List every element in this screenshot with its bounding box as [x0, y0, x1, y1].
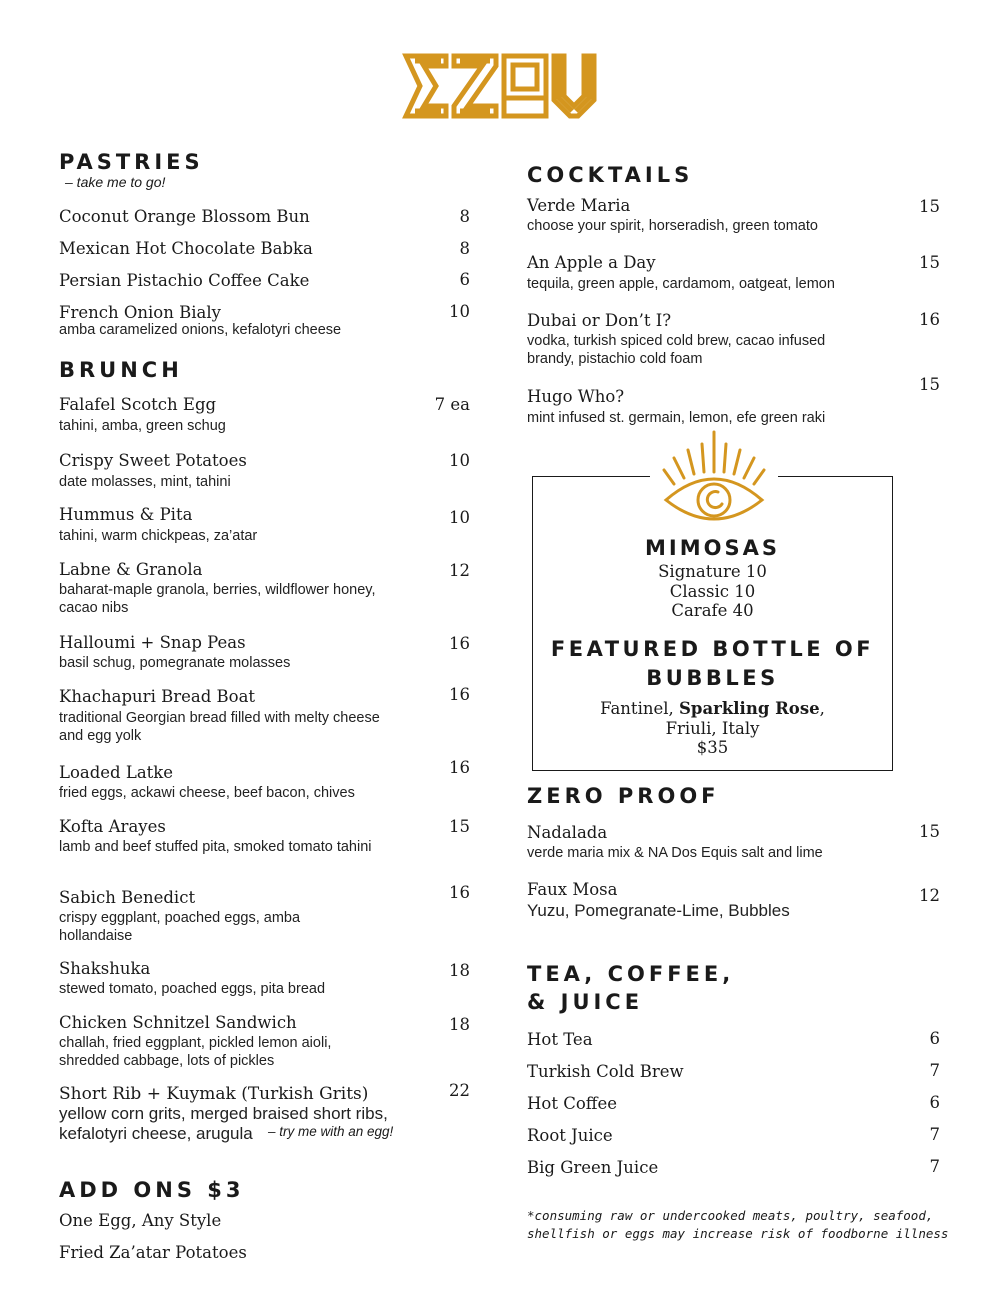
brunch-item-price: 16: [449, 883, 470, 902]
brunch-item-price: 18: [449, 961, 470, 980]
featured-wine-line: [532, 699, 893, 718]
brunch-item-desc: challah, fried eggplant, pickled lemon aioli, shredded cabbage, lots of pickles: [59, 1035, 332, 1069]
drink-item-name: Hot Tea: [527, 1030, 593, 1049]
brunch-item-price: 12: [449, 561, 470, 580]
brunch-item-price: 15: [449, 817, 470, 836]
brunch-item-desc: tahini, warm chickpeas, za’atar: [59, 528, 258, 544]
brunch-item-desc: tahini, amba, green schug: [59, 418, 226, 434]
zero-proof-item-name: Faux Mosa: [527, 880, 618, 899]
cocktail-item-price: 15: [919, 253, 940, 272]
cocktail-item-desc: vodka, turkish spiced cold brew, cacao infused brandy, pistachio cold foam: [527, 333, 826, 367]
brunch-item-price: 16: [449, 685, 470, 704]
pastry-item-name: Mexican Hot Chocolate Babka: [59, 239, 313, 258]
mimosa-option: Carafe 40: [671, 601, 754, 620]
brunch-item-desc: traditional Georgian bread filled with melty cheese and egg yolk: [59, 710, 380, 744]
brunch-item-name: Labne & Granola: [59, 560, 203, 579]
featured-producer: Fantinel,: [600, 699, 674, 718]
cocktail-item-desc: choose your spirit, horseradish, green tomato: [527, 218, 818, 234]
zero-proof-item-desc: Yuzu, Pomegranate-Lime, Bubbles: [527, 901, 790, 920]
drink-item-price: 7: [929, 1061, 940, 1080]
brunch-item-name: Kofta Arayes: [59, 817, 166, 836]
cocktails-heading: COCKTAILS: [527, 163, 694, 187]
brunch-item-price: 22: [449, 1081, 470, 1100]
tea-coffee-juice-heading: TEA, COFFEE,: [527, 962, 735, 986]
brunch-item-desc: kefalotyri cheese, arugula: [59, 1124, 253, 1143]
brunch-item-name: Crispy Sweet Potatoes: [59, 451, 247, 470]
pastries-heading: PASTRIES: [59, 150, 204, 174]
drink-item-price: 6: [929, 1029, 940, 1048]
pastry-item-price: 8: [459, 239, 470, 258]
zero-proof-heading: ZERO PROOF: [527, 784, 720, 808]
food-safety-footnote: shellfish or eggs may increase risk of foodborne illness: [527, 1226, 949, 1241]
brunch-item-name: Sabich Benedict: [59, 888, 196, 907]
brunch-item-desc: lamb and beef stuffed pita, smoked tomato tahini: [59, 839, 372, 855]
featured-price: $35: [696, 738, 729, 757]
brunch-item-desc: date molasses, mint, tahini: [59, 474, 231, 490]
drink-item-price: 7: [929, 1157, 940, 1176]
brunch-item-desc: basil schug, pomegranate molasses: [59, 655, 291, 671]
add-on-item: One Egg, Any Style: [59, 1211, 222, 1230]
brunch-item-name: Falafel Scotch Egg: [59, 395, 217, 414]
brunch-item-price: 16: [449, 634, 470, 653]
brunch-item-name: Halloumi + Snap Peas: [59, 633, 246, 652]
brunch-item-price: 10: [449, 451, 470, 470]
tea-coffee-juice-heading: & JUICE: [527, 990, 644, 1014]
drink-item-name: Root Juice: [527, 1126, 613, 1145]
zero-proof-item-desc: verde maria mix & NA Dos Equis salt and lime: [527, 845, 823, 861]
brunch-item-name: Chicken Schnitzel Sandwich: [59, 1013, 297, 1032]
brunch-item-desc: fried eggs, ackawi cheese, beef bacon, chives: [59, 785, 355, 801]
brunch-item-price: 7 ea: [434, 395, 470, 414]
featured-region: Friuli, Italy: [665, 719, 760, 738]
zero-proof-item-name: Nadalada: [527, 823, 608, 842]
add-ons-heading: ADD ONS $3: [59, 1178, 245, 1202]
drink-item-price: 6: [929, 1093, 940, 1112]
pastry-item-name: Persian Pistachio Coffee Cake: [59, 271, 310, 290]
drink-item-price: 7: [929, 1125, 940, 1144]
zero-proof-item-price: 12: [919, 886, 940, 905]
brunch-item-name: Short Rib + Kuymak (Turkish Grits): [59, 1084, 369, 1104]
cocktail-item-price: 15: [919, 375, 940, 394]
brunch-item-price: 10: [449, 508, 470, 527]
brunch-item-desc: stewed tomato, poached eggs, pita bread: [59, 981, 326, 997]
pastry-item-price: 6: [459, 270, 470, 289]
zero-proof-item-price: 15: [919, 822, 940, 841]
brunch-item-note: – try me with an egg!: [268, 1124, 394, 1139]
drink-item-name: Big Green Juice: [527, 1158, 659, 1177]
cocktail-item-name: An Apple a Day: [527, 253, 656, 272]
mimosa-option: Signature 10: [658, 562, 767, 581]
cocktail-item-name: Dubai or Don’t I?: [527, 311, 672, 330]
pastry-item-name: Coconut Orange Blossom Bun: [59, 207, 310, 226]
pastries-note: – take me to go!: [65, 174, 166, 190]
brunch-item-name: Hummus & Pita: [59, 505, 193, 524]
drink-item-name: Turkish Cold Brew: [527, 1062, 684, 1081]
brunch-item-desc: crispy eggplant, poached eggs, amba hollandaise: [59, 910, 301, 944]
eye-icon: [658, 428, 770, 524]
pastry-item-price: 10: [449, 302, 470, 321]
cocktail-item-desc: mint infused st. germain, lemon, efe green raki: [527, 410, 826, 426]
brunch-item-name: Loaded Latke: [59, 763, 174, 782]
brunch-item-name: Shakshuka: [59, 959, 151, 978]
pastry-item-price: 8: [459, 207, 470, 226]
ezov-logo: [402, 52, 598, 120]
brunch-item-desc: yellow corn grits, merged braised short ribs,: [59, 1104, 388, 1123]
featured-heading: FEATURED BOTTLE OF: [550, 637, 875, 661]
brunch-item-desc: baharat-maple granola, berries, wildflower honey, cacao nibs: [59, 582, 376, 616]
cocktail-item-price: 16: [919, 310, 940, 329]
pastry-item-desc: amba caramelized onions, kefalotyri cheese: [59, 322, 342, 338]
cocktail-item-price: 15: [919, 197, 940, 216]
brunch-item-price: 18: [449, 1015, 470, 1034]
featured-comma: ,: [819, 699, 825, 718]
brunch-heading: BRUNCH: [59, 358, 183, 382]
brunch-item-name: Khachapuri Bread Boat: [59, 687, 256, 706]
featured-heading: BUBBLES: [646, 666, 779, 690]
mimosas-heading: MIMOSAS: [645, 536, 780, 560]
brunch-item-price: 16: [449, 758, 470, 777]
cocktail-item-desc: tequila, green apple, cardamom, oatgeat, lemon: [527, 276, 835, 292]
add-on-item: Fried Za’atar Potatoes: [59, 1243, 247, 1262]
cocktail-item-name: Hugo Who?: [527, 387, 625, 406]
pastry-item-name: French Onion Bialy: [59, 303, 221, 322]
mimosa-option: Classic 10: [669, 582, 756, 601]
cocktail-item-name: Verde Maria: [527, 196, 631, 215]
food-safety-footnote: *consuming raw or undercooked meats, poultry, seafood,: [527, 1208, 934, 1223]
drink-item-name: Hot Coffee: [527, 1094, 618, 1113]
featured-wine: Sparkling Rose: [679, 699, 820, 718]
